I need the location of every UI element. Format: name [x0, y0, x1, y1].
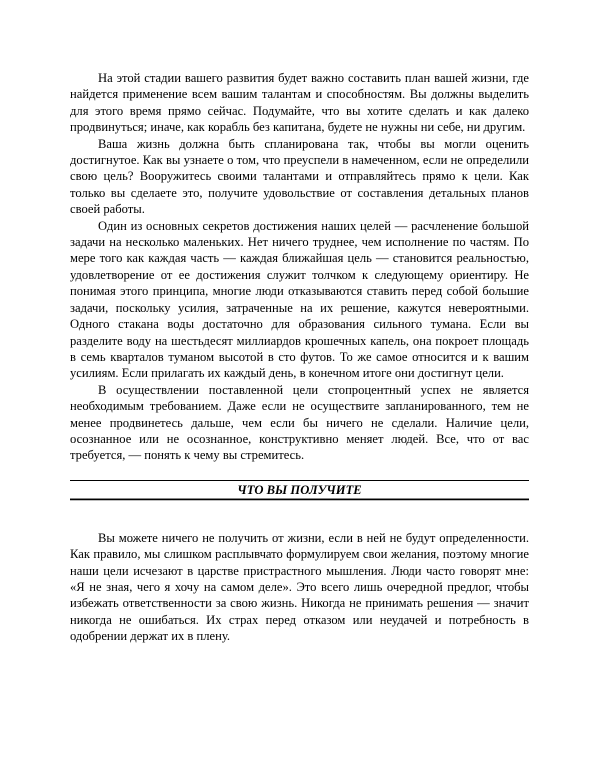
document-page: [70, 70, 529, 645]
section-heading-box: [70, 480, 529, 500]
paragraph-planned-life: Ваша жизнь должна быть спланирована так, чтобы вы могли оценить достигнутое. Как вы узнаете о том, что преуспели в намеченном, если не определили свою цель? Вооружитесь своими талантами и отправляйтесь прямо к цели. Как только вы сделаете это, получите удовольствие от составления детальных планов своей работы.: [70, 136, 529, 217]
paragraph-what-you-get: Вы можете ничего не получить от жизни, если в ней не будут определенности. Как правило, мы слишком расплывчато формулируем свои желания, поэтому многие наши цели исчезают в царстве пристрастного мышления. Люди часто говорят мне: «Я не зная, чего я хочу на самом деле». Это всего лишь очередной предлог, чтобы избежать ответственности за свою жизнь. Никогда не принимать решения — значит никогда не ошибаться. Их страх перед отказом или неудачей и потребность в одобрении держат их в плену.: [70, 530, 529, 644]
section-heading: ЧТО ВЫ ПОЛУЧИТЕ: [237, 482, 362, 497]
paragraph-plan-life: На этой стадии вашего развития будет важно составить план вашей жизни, где найдется применение всем вашим талантам и способностям. Вы должны выделить для этого время прямо сейчас. Подумайте, что вы хотите сделать и как далеко продвинуться; иначе, как корабль без капитана, будете не нужны ни себе, ни другим.: [70, 71, 529, 135]
paragraph-success: В осуществлении поставленной цели стопроцентный успех не является необходимым требованием. Даже если не осуществите запланированного, тем не менее продвинетесь дальше, чем если бы ничего не сделали. Наличие цели, осознанное или не осознанное, конструктивно меняет людей. Все, что от вас требуется, — понять к чему вы стремитесь.: [70, 382, 529, 463]
paragraph-secret-goals: Один из основных секретов достижения наших целей — расчленение большой задачи на несколько маленьких. Нет ничего труднее, чем исполнение по частям. По мере того как каждая часть — каждая ближайшая цель — становится реальностью, удовлетворение от ее достижения служит толчком к следующему ориентиру. Не понимая этого принципа, многие люди отказываются ставить перед собой большие задачи, поскольку усилия, затраченные на их решение, кажутся невероятными. Одного стакана воды достаточно для образования сильного тумана. Если вы разделите воду на шестьдесят миллиардов крошечных капель, она покроет площадь в семь кварталов туманом высотой в сто футов. То же самое относится и к вашим усилиям. Если прилагать их каждый день, в конечном итоге они достигнут цели.: [70, 218, 529, 381]
